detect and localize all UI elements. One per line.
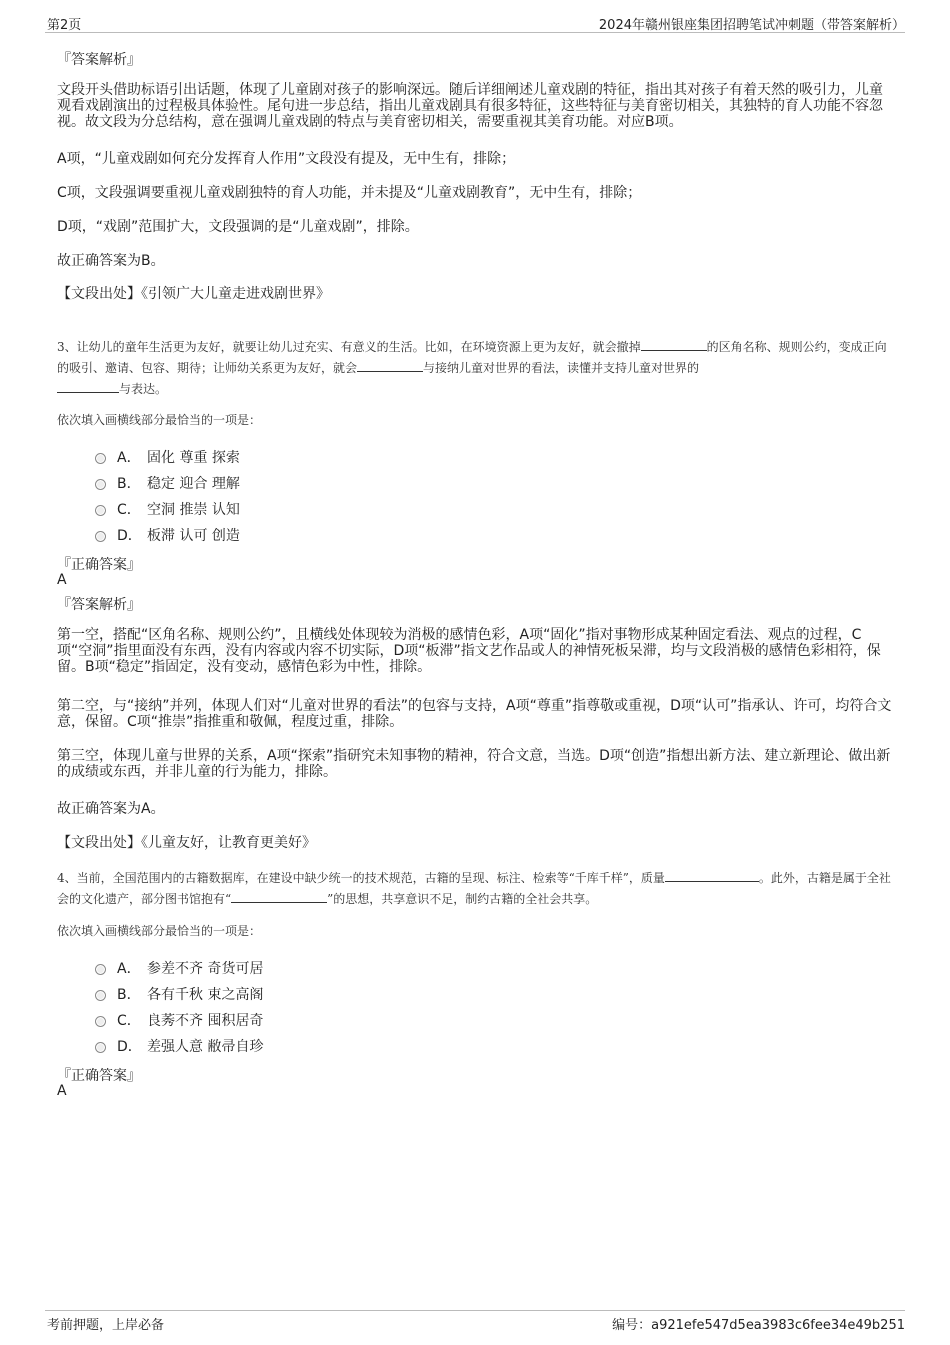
document-title: 2024年赣州银座集团招聘笔试冲刺题（带答案解析） xyxy=(598,18,905,33)
q4-option-c[interactable]: C． 良莠不齐 囤积居奇 xyxy=(95,1010,263,1030)
radio-icon[interactable] xyxy=(95,1042,106,1053)
radio-icon[interactable] xyxy=(95,531,106,542)
q3-blank-1 xyxy=(641,349,707,351)
q3-blank-2 xyxy=(357,370,423,372)
q3-option-c[interactable]: C． 空洞 推崇 认知 xyxy=(95,499,240,519)
q3-answer-tag: 『正确答案』 xyxy=(57,557,141,573)
q3-option-d[interactable]: D． 板滞 认可 创造 xyxy=(95,525,240,545)
footer-divider xyxy=(45,1310,905,1311)
q4-option-a[interactable]: A． 参差不齐 奇货可居 xyxy=(95,958,263,978)
page-header xyxy=(0,0,950,34)
q4-option-b[interactable]: B． 各有千秋 束之高阁 xyxy=(95,984,263,1004)
q3-analysis-tag: 『答案解析』 xyxy=(57,597,141,613)
q2-source: 【文段出处】《引领广大儿童走进戏剧世界》 xyxy=(57,286,330,302)
header-divider xyxy=(45,32,905,33)
q3-option-a[interactable]: A． 固化 尊重 探索 xyxy=(95,447,240,467)
q2-option-c-analysis: C项，文段强调要重视儿童戏剧独特的育人功能，并未提及“儿童戏剧教育”，无中生有，排除； xyxy=(57,185,642,201)
q3-blank-3 xyxy=(57,391,119,393)
q2-analysis: 文段开头借助标语引出话题，体现了儿童剧对孩子的影响深远。随后详细阐述儿童戏剧的特征，指出其对孩子有着天然的吸引力，儿童观看戏剧演出的过程极具体验性。尾句进一步总结，指出儿童戏剧具有很多特征，这些特征与美育密切相关，其独特的育人功能不容忽视。故文段为分总结构，意在强调儿童戏剧的特点与美育密切相关，需要重视其美育功能。对应B项。 xyxy=(57,82,883,130)
q2-analysis-tag: 『答案解析』 xyxy=(57,52,141,68)
q2-conclusion: 故正确答案为B。 xyxy=(57,253,165,269)
q3-source: 【文段出处】《儿童友好，让教育更美好》 xyxy=(57,835,316,851)
q2-option-a-analysis: A项，“儿童戏剧如何充分发挥育人作用”文段没有提及，无中生有，排除； xyxy=(57,151,516,167)
radio-icon[interactable] xyxy=(95,1016,106,1027)
radio-icon[interactable] xyxy=(95,453,106,464)
q4-stem: 4、当前，全国范围内的古籍数据库，在建设中缺少统一的技术规范，古籍的呈现、标注、检索等“千库千样”，质量 。此外，古籍是属于全社会的文化遗产，部分图书馆抱有“ ”的思想，共享意识不足，制约古籍的全社会共享。 xyxy=(57,871,891,906)
radio-icon[interactable] xyxy=(95,505,106,516)
q3-conclusion: 故正确答案为A。 xyxy=(57,801,165,817)
radio-icon[interactable] xyxy=(95,479,106,490)
radio-icon[interactable] xyxy=(95,964,106,975)
q2-option-d-analysis: D项，“戏剧”范围扩大，文段强调的是“儿童戏剧”，排除。 xyxy=(57,219,419,235)
q3-analysis-p3: 第三空，体现儿童与世界的关系，A项“探索”指研究未知事物的精神，符合文意，当选。D项“创造”指想出新方法、建立新理论、做出新的成绩或东西，并非儿童的行为能力，排除。 xyxy=(57,748,891,780)
q4-answer: A xyxy=(57,1083,67,1099)
page-number: 第2页 xyxy=(47,18,82,33)
footer-slogan: 考前押题，上岸必备 xyxy=(47,1318,165,1333)
q4-blank-2 xyxy=(231,901,327,903)
radio-icon[interactable] xyxy=(95,990,106,1001)
q4-blank-1 xyxy=(665,880,759,882)
q3-prompt: 依次填入画横线部分最恰当的一项是： xyxy=(57,413,262,427)
q3-stem: 3、让幼儿的童年生活更为友好，就要让幼儿过充实、有意义的生活。比如，在环境资源上更为友好，就会撤掉 的区角名称、规则公约，变成正向的吸引、邀请、包容、期待；让师幼关系更为友好，就会 与接纳儿童对世界的看法，读懂并支持儿童对世界的 与表达。 xyxy=(57,340,887,396)
q3-analysis-p2: 第二空，与“接纳”并列，体现人们对“儿童对世界的看法”的包容与支持，A项“尊重”指尊敬或重视，D项“认可”指承认、许可，均符合文意，保留。C项“推崇”指推重和敬佩，程度过重，排除。 xyxy=(57,698,892,730)
q3-answer: A xyxy=(57,572,67,588)
q3-analysis-p1: 第一空，搭配“区角名称、规则公约”，且横线处体现较为消极的感情色彩，A项“固化”指对事物形成某种固定看法、观点的过程，C项“空洞”指里面没有东西，没有内容或内容不切实际，D项“板滞”指文艺作品或人的神情死板呆滞，均与文段消极的感情色彩相符，保留。B项“稳定”指固定，没有变动，感情色彩为中性，排除。 xyxy=(57,627,881,675)
q4-option-d[interactable]: D． 差强人意 敝帚自珍 xyxy=(95,1036,263,1056)
q3-option-b[interactable]: B． 稳定 迎合 理解 xyxy=(95,473,240,493)
q4-prompt: 依次填入画横线部分最恰当的一项是： xyxy=(57,924,262,938)
q4-answer-tag: 『正确答案』 xyxy=(57,1068,141,1084)
document-id: 编号：a921efe547d5ea3983c6fee34e49b251 xyxy=(612,1318,905,1333)
